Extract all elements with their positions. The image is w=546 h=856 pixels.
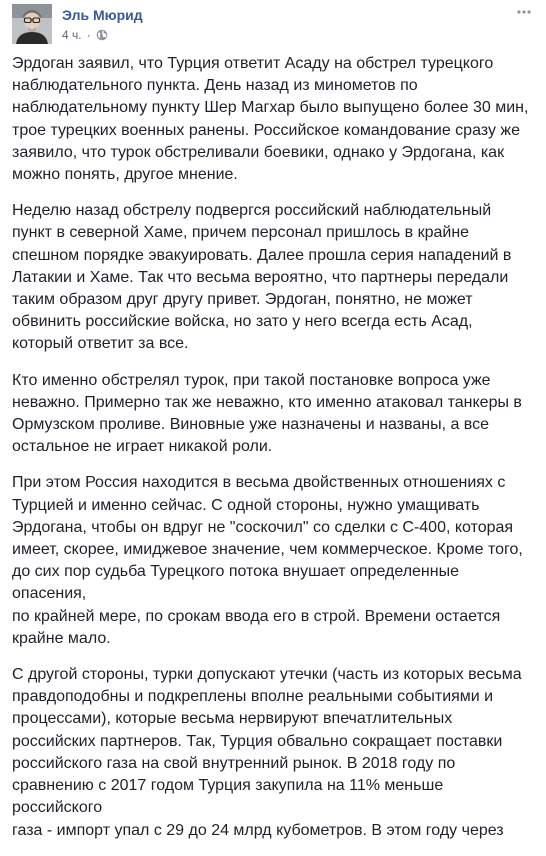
avatar-portrait-icon bbox=[12, 4, 52, 44]
post-paragraph-4: При этом Россия находится в весьма двойственных отношениях с Турцией и именно сейчас. С одной стороны, нужно умащивать Эрдогана, чтобы он вдруг не "соскочил" со сделки с С-400, которая имеет, скорее, имиджевое значение, чем коммерческое. Кроме того, до сих пор судьба Турецкого потока внушает определенные опасения, по крайней мере, по срокам ввода его в строй. Времени остается крайне мало. bbox=[12, 474, 523, 647]
post-paragraph-1: Эрдоган заявил, что Турция ответит Асаду на обстрел турецкого наблюдательного пункта. День назад из минометов по наблюдательному пункту Шер Магхар было выпущено более 30 мин, трое турецких военных ранены. Российское командование сразу же заявило, что турок обстреливали боевики, однако у Эрдогана, как можно понять, другое мнение. bbox=[12, 55, 529, 184]
post-paragraph-5: С другой стороны, турки допускают утечки (часть из которых весьма правдоподобны и подкреплены вполне реальными событиями и процессами), которые весьма нервируют впечатлительных российских партнеров. Так, Турция обвально сокращает поставки российского газа на свой внутренний рынок. В 2018 году по сравнению с 2017 годом Турция закупила на 11% меньше российского газа - импорт упал с 29 до 24 млрд кубометров. В этом году через bbox=[12, 666, 522, 839]
post-author-name[interactable]: Эль Мюрид bbox=[62, 7, 143, 23]
post-paragraph-2: Неделю назад обстрелу подвергся российский наблюдательный пункт в северной Хаме, причем персонал пришлось в крайне спешном порядке эвакуировать. Далее прошла серия нападений в Латакии и Хаме. Так что весьма вероятно, что партнеры передали таким образом друг другу привет. Эрдоган, понятно, не может обвинить российские войска, но зато у него всегда есть Асад, который ответит за все. bbox=[12, 202, 512, 353]
post-meta bbox=[62, 27, 108, 43]
author-avatar[interactable] bbox=[12, 4, 52, 44]
more-options-icon bbox=[517, 10, 531, 14]
post-paragraph-3: Кто именно обстрелял турок, при такой постановке вопроса уже неважно. Примерно так же неважно, кто именно атаковал танкеры в Ормузском проливе. Виновные уже назначены и названы, а все остальное не играет никакой роли. bbox=[12, 371, 522, 456]
post-body bbox=[12, 53, 534, 856]
more-options-button[interactable] bbox=[514, 2, 534, 22]
meta-separator: · bbox=[86, 28, 91, 42]
post-timestamp[interactable]: 4 ч. bbox=[62, 28, 82, 42]
globe-icon[interactable] bbox=[96, 29, 108, 41]
